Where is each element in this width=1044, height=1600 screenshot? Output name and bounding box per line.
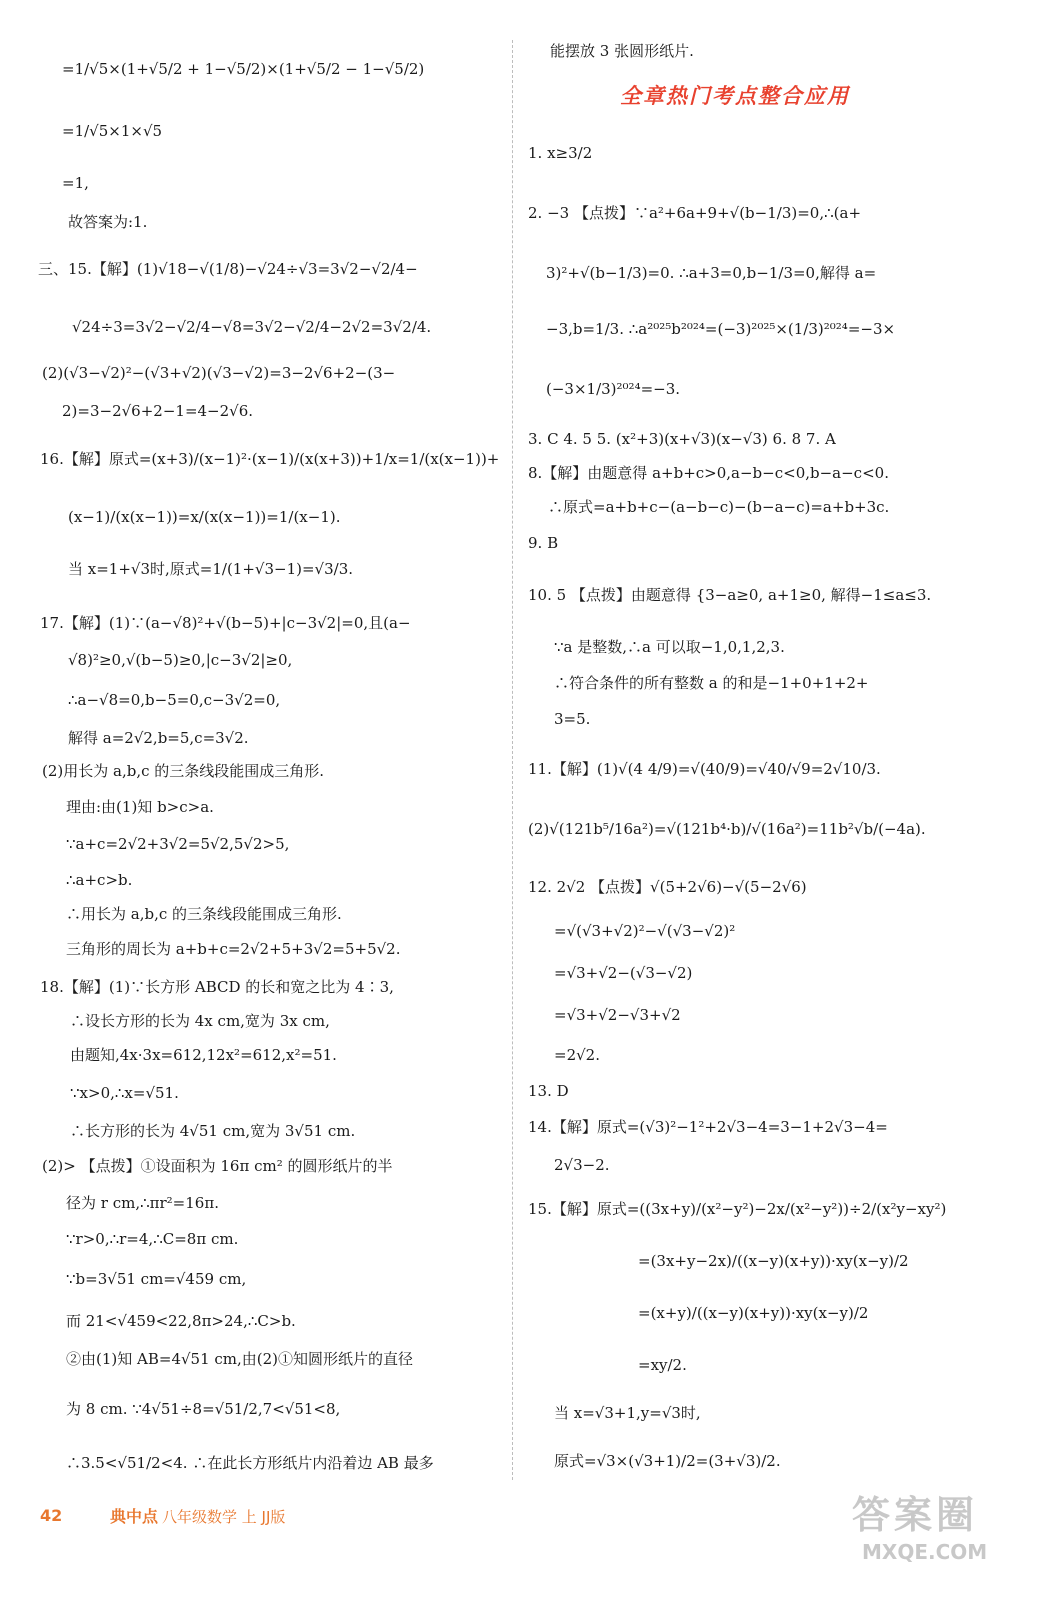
watermark-line2: MXQE.COM	[862, 1540, 988, 1564]
left-line-13: ∴a−√8=0,b−5=0,c−3√2=0,	[68, 691, 281, 709]
right-line-17: =√(√3+√2)²−√(√3−√2)²	[554, 922, 736, 940]
left-line-18: ∴a+c>b.	[66, 871, 133, 889]
left-line-11: 17.【解】(1)∵(a−√8)²+√(b−5)+|c−3√2|=0,且(a−	[40, 614, 411, 632]
column-divider	[512, 40, 513, 1480]
right-line-20: =2√2.	[554, 1046, 600, 1064]
right-line-24: 15.【解】原式=((3x+y)/(x²−y²)−2x/(x²−y²))÷2/(x²y−xy²)	[528, 1200, 947, 1218]
right-line-7: 8.【解】由题意得 a+b+c>0,a−b−c<0,b−a−c<0.	[528, 464, 889, 482]
right-line-27: =xy/2.	[638, 1356, 687, 1374]
left-line-16: 理由:由(1)知 b>c>a.	[66, 798, 214, 816]
right-line-19: =√3+√2−√3+√2	[554, 1006, 681, 1024]
left-line-7: 2)=3−2√6+2−1=4−2√6.	[62, 402, 254, 420]
left-line-0: =1/√5×(1+√5/2 + 1−√5/2)×(1+√5/2 − 1−√5/2)	[62, 60, 425, 78]
left-line-23: 由题知,4x·3x=612,12x²=612,x²=51.	[70, 1046, 337, 1064]
brand-logo-text: 典中点	[110, 1507, 159, 1526]
left-line-10: 当 x=1+√3时,原式=1/(1+√3−1)=√3/3.	[68, 560, 354, 578]
right-line-2: 2. −3 【点拨】∵a²+6a+9+√(b−1/3)=0,∴(a+	[528, 204, 862, 222]
right-line-21: 13. D	[528, 1082, 569, 1100]
left-line-19: ∴用长为 a,b,c 的三条线段能围成三角形.	[66, 905, 342, 923]
left-line-22: ∴设长方形的长为 4x cm,宽为 3x cm,	[70, 1012, 330, 1030]
left-line-33: ∴3.5<√51/2<4. ∴在此长方形纸片内沿着边 AB 最多	[66, 1454, 434, 1472]
left-line-28: ∵r>0,∴r=4,∴C=8π cm.	[66, 1230, 239, 1248]
right-line-10: 10. 5 【点拨】由题意得 {3−a≥0, a+1≥0, 解得−1≤a≤3.	[528, 586, 932, 604]
right-line-29: 原式=√3×(√3+1)/2=(3+√3)/2.	[554, 1452, 781, 1470]
left-line-29: ∵b=3√51 cm=√459 cm,	[66, 1270, 247, 1288]
section-title: 全章热门考点整合应用	[620, 84, 850, 108]
left-line-26: (2)> 【点拨】①设面积为 16π cm² 的圆形纸片的半	[42, 1157, 393, 1175]
left-line-5: √24÷3=3√2−√2/4−√8=3√2−√2/4−2√2=3√2/4.	[72, 318, 432, 336]
left-line-27: 径为 r cm,∴πr²=16π.	[66, 1194, 219, 1212]
left-line-8: 16.【解】原式=(x+3)/(x−1)²·(x−1)/(x(x+3))+1/x=1/(x(x−1))+	[40, 450, 500, 468]
right-line-8: ∴原式=a+b+c−(a−b−c)−(b−a−c)=a+b+3c.	[548, 498, 890, 516]
book-title: 八年级数学 上 JJ版	[162, 1508, 286, 1526]
right-line-14: 11.【解】(1)√(4 4/9)=√(40/9)=√40/√9=2√10/3.	[528, 760, 881, 778]
left-line-21: 18.【解】(1)∵长方形 ABCD 的长和宽之比为 4∶3,	[40, 978, 394, 996]
right-line-4: −3,b=1/3. ∴a²⁰²⁵b²⁰²⁴=(−3)²⁰²⁵×(1/3)²⁰²⁴=−3×	[546, 320, 896, 338]
watermark	[852, 1484, 1022, 1584]
page-number: 42	[40, 1506, 63, 1525]
right-line-5: (−3×1/3)²⁰²⁴=−3.	[546, 380, 681, 398]
right-line-23: 2√3−2.	[554, 1156, 610, 1174]
left-line-12: √8)²≥0,√(b−5)≥0,|c−3√2|≥0,	[68, 651, 293, 669]
left-line-30: 而 21<√459<22,8π>24,∴C>b.	[66, 1312, 296, 1330]
right-line-6: 3. C 4. 5 5. (x²+3)(x+√3)(x−√3) 6. 8 7. A	[528, 430, 836, 448]
right-line-22: 14.【解】原式=(√3)²−1²+2√3−4=3−1+2√3−4=	[528, 1118, 888, 1136]
left-line-2: =1,	[62, 174, 89, 192]
left-line-32: 为 8 cm. ∵4√51÷8=√51/2,7<√51<8,	[66, 1400, 341, 1418]
right-line-3: 3)²+√(b−1/3)=0. ∴a+3=0,b−1/3=0,解得 a=	[546, 264, 877, 282]
left-line-14: 解得 a=2√2,b=5,c=3√2.	[68, 729, 249, 747]
left-line-4: 三、15.【解】(1)√18−√(1/8)−√24÷√3=3√2−√2/4−	[38, 260, 418, 278]
right-line-26: =(x+y)/((x−y)(x+y))·xy(x−y)/2	[638, 1304, 869, 1322]
left-line-15: (2)用长为 a,b,c 的三条线段能围成三角形.	[42, 762, 325, 780]
left-line-9: (x−1)/(x(x−1))=x/(x(x−1))=1/(x−1).	[68, 508, 341, 526]
left-line-1: =1/√5×1×√5	[62, 122, 163, 140]
left-line-17: ∵a+c=2√2+3√2=5√2,5√2>5,	[66, 835, 290, 853]
left-line-31: ②由(1)知 AB=4√51 cm,由(2)①知圆形纸片的直径	[66, 1350, 414, 1368]
right-line-15: (2)√(121b⁵/16a²)=√(121b⁴·b)/√(16a²)=11b²√b/(−4a).	[528, 820, 926, 838]
right-line-0: 能摆放 3 张圆形纸片.	[550, 42, 694, 60]
right-line-25: =(3x+y−2x)/((x−y)(x+y))·xy(x−y)/2	[638, 1252, 909, 1270]
left-line-25: ∴长方形的长为 4√51 cm,宽为 3√51 cm.	[70, 1122, 356, 1140]
watermark-line1: 答案圈	[852, 1493, 979, 1537]
left-line-6: (2)(√3−√2)²−(√3+√2)(√3−√2)=3−2√6+2−(3−	[42, 364, 396, 382]
right-line-1: 1. x≥3/2	[528, 144, 593, 162]
right-line-9: 9. B	[528, 534, 559, 552]
right-line-11: ∵a 是整数,∴a 可以取−1,0,1,2,3.	[554, 638, 785, 656]
right-line-16: 12. 2√2 【点拨】√(5+2√6)−√(5−2√6)	[528, 878, 807, 896]
right-line-28: 当 x=√3+1,y=√3时,	[554, 1404, 701, 1422]
left-line-3: 故答案为:1.	[68, 213, 148, 231]
right-line-18: =√3+√2−(√3−√2)	[554, 964, 693, 982]
left-line-20: 三角形的周长为 a+b+c=2√2+5+3√2=5+5√2.	[66, 940, 401, 958]
right-line-13: 3=5.	[554, 710, 591, 728]
left-line-24: ∵x>0,∴x=√51.	[70, 1084, 179, 1102]
right-line-12: ∴符合条件的所有整数 a 的和是−1+0+1+2+	[554, 674, 869, 692]
